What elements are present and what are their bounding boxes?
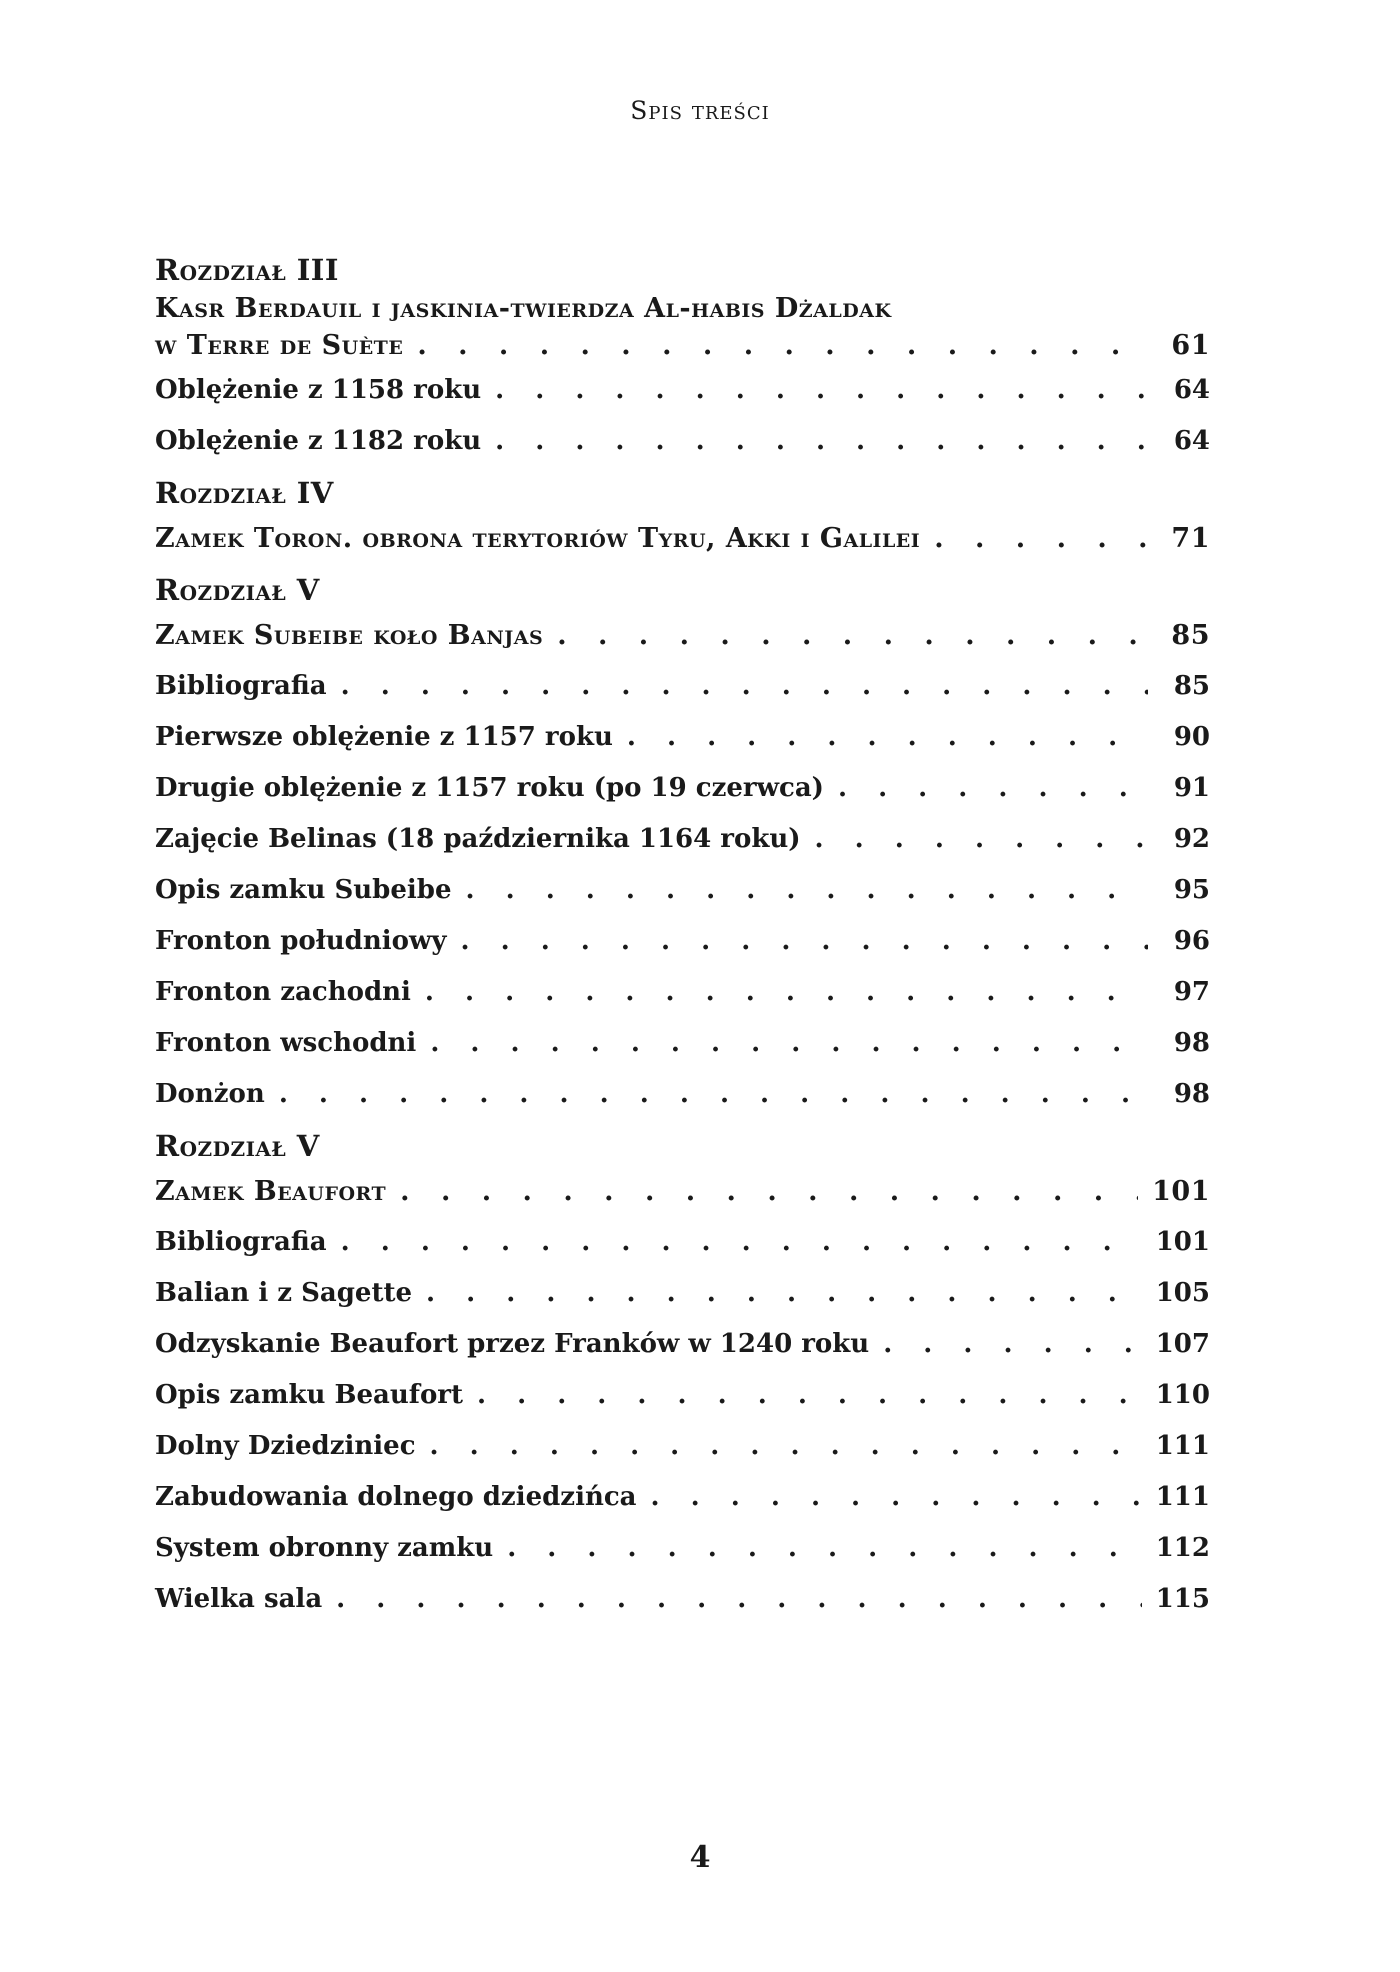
toc-entry-label: Balian i z Sagette: [155, 1278, 413, 1308]
dot-leader: [477, 1370, 1142, 1421]
dot-leader: [883, 1319, 1142, 1370]
toc-entry-label: w Terre de Suète: [155, 330, 404, 361]
chapter-title: Kasr Berdauil i jaskinia-twierdza Al-habis Dżaldak: [155, 293, 892, 324]
chapter-5-beaufort: [155, 1126, 1210, 1625]
dot-leader: [430, 1421, 1142, 1472]
toc-entry-label: Donżon: [155, 1079, 265, 1109]
chapter-3: [155, 250, 1210, 467]
dot-leader: [495, 365, 1148, 416]
toc-entry-page: 64: [1173, 375, 1210, 405]
toc-entry-page: 98: [1173, 1028, 1210, 1058]
table-of-contents: [155, 250, 1210, 1625]
toc-entry-page: 101: [1155, 1227, 1210, 1257]
dot-leader: [495, 416, 1148, 467]
toc-entry-label: Oblężenie z 1182 roku: [155, 426, 482, 456]
toc-entry-label: Fronton wschodni: [155, 1028, 417, 1058]
toc-entry-page: 61: [1171, 330, 1210, 361]
dot-leader: [279, 1069, 1148, 1120]
dot-leader: [460, 916, 1148, 967]
dot-leader: [557, 610, 1148, 661]
toc-entry-page: 85: [1171, 620, 1210, 651]
chapter-4: [155, 473, 1210, 564]
toc-entry[interactable]: [155, 763, 1210, 814]
dot-leader: [341, 1217, 1142, 1268]
toc-entry-page: 101: [1152, 1176, 1210, 1207]
toc-entry[interactable]: [155, 1069, 1210, 1120]
chapter-5-subeibe: [155, 570, 1210, 1120]
chapter-label: Rozdział III: [155, 253, 339, 287]
dot-leader: [430, 1018, 1148, 1069]
toc-entry[interactable]: [155, 1217, 1210, 1268]
toc-entry[interactable]: [155, 365, 1210, 416]
toc-entry-page: 111: [1155, 1431, 1210, 1461]
toc-entry-page: 107: [1155, 1329, 1210, 1359]
toc-entry[interactable]: [155, 1018, 1210, 1069]
toc-entry-page: 85: [1173, 671, 1210, 701]
toc-entry-page: 111: [1155, 1482, 1210, 1512]
toc-entry-page: 112: [1155, 1533, 1210, 1563]
toc-entry-label: Zajęcie Belinas (18 października 1164 roku): [155, 824, 801, 854]
toc-entry-page: 91: [1173, 773, 1210, 803]
chapter-label: Rozdział V: [155, 1129, 320, 1163]
toc-entry[interactable]: [155, 814, 1210, 865]
toc-entry-page: 96: [1173, 926, 1210, 956]
dot-leader: [838, 763, 1148, 814]
toc-entry[interactable]: [155, 661, 1210, 712]
toc-entry[interactable]: [155, 916, 1210, 967]
dot-leader: [336, 1574, 1142, 1625]
toc-entry[interactable]: [155, 1421, 1210, 1472]
dot-leader: [651, 1472, 1142, 1523]
toc-entry-label: Opis zamku Beaufort: [155, 1380, 463, 1410]
chapter-label: Rozdział IV: [155, 476, 334, 510]
toc-entry-label: Bibliografia: [155, 1227, 327, 1257]
dot-leader: [417, 327, 1148, 365]
running-head: Spis treści: [630, 96, 770, 125]
chapter-label: Rozdział V: [155, 573, 320, 607]
toc-entry-label: Dolny Dziedziniec: [155, 1431, 416, 1461]
toc-entry-page: 95: [1173, 875, 1210, 905]
dot-leader: [400, 1166, 1138, 1217]
toc-entry-label: Zamek Subeibe koło Banjas: [155, 620, 544, 651]
dot-leader: [341, 661, 1148, 712]
dot-leader: [507, 1523, 1142, 1574]
toc-entry[interactable]: [155, 712, 1210, 763]
toc-entry-label: Zamek Beaufort: [155, 1176, 387, 1207]
toc-entry-label: Zabudowania dolnego dziedzińca: [155, 1482, 637, 1512]
toc-entry-page: 105: [1155, 1278, 1210, 1308]
toc-entry-chapter-title[interactable]: [155, 1166, 1210, 1217]
toc-entry-page: 98: [1173, 1079, 1210, 1109]
dot-leader: [934, 513, 1148, 564]
dot-leader: [466, 865, 1149, 916]
toc-entry-label: Bibliografia: [155, 671, 327, 701]
toc-entry-label: Fronton południowy: [155, 926, 447, 956]
dot-leader: [425, 967, 1148, 1018]
toc-entry[interactable]: [155, 1268, 1210, 1319]
toc-entry[interactable]: [155, 1319, 1210, 1370]
toc-entry-label: Oblężenie z 1158 roku: [155, 375, 482, 405]
dot-leader: [815, 814, 1148, 865]
toc-entry-page: 97: [1173, 977, 1210, 1007]
toc-entry-label: Drugie oblężenie z 1157 roku (po 19 czerwca): [155, 773, 824, 803]
toc-entry[interactable]: [155, 1370, 1210, 1421]
dot-leader: [627, 712, 1148, 763]
toc-entry-label: Zamek Toron. obrona terytoriów Tyru, Akki i Galilei: [155, 523, 921, 554]
toc-entry[interactable]: [155, 1523, 1210, 1574]
toc-entry-page: 115: [1155, 1584, 1210, 1614]
toc-entry-chapter-title[interactable]: [155, 610, 1210, 661]
dot-leader: [426, 1268, 1142, 1319]
toc-entry-label: Fronton zachodni: [155, 977, 411, 1007]
toc-entry-label: Opis zamku Subeibe: [155, 875, 452, 905]
toc-entry[interactable]: [155, 416, 1210, 467]
toc-entry-chapter-title[interactable]: [155, 513, 1210, 564]
toc-entry-page: 90: [1173, 722, 1210, 752]
toc-entry-label: Pierwsze oblężenie z 1157 roku: [155, 722, 613, 752]
toc-entry-label: Odzyskanie Beaufort przez Franków w 1240 roku: [155, 1329, 870, 1359]
toc-entry-label: Wielka sala: [155, 1584, 323, 1614]
page-number: 4: [689, 1840, 711, 1875]
toc-entry[interactable]: [155, 865, 1210, 916]
toc-entry-label: System obronny zamku: [155, 1533, 494, 1563]
toc-entry[interactable]: [155, 1472, 1210, 1523]
toc-entry-page: 64: [1173, 426, 1210, 456]
toc-entry-page: 71: [1171, 523, 1210, 554]
toc-entry-chapter-title[interactable]: [155, 327, 1210, 365]
toc-entry-page: 110: [1155, 1380, 1210, 1410]
toc-entry[interactable]: [155, 967, 1210, 1018]
toc-entry-page: 92: [1173, 824, 1210, 854]
toc-entry[interactable]: [155, 1574, 1210, 1625]
